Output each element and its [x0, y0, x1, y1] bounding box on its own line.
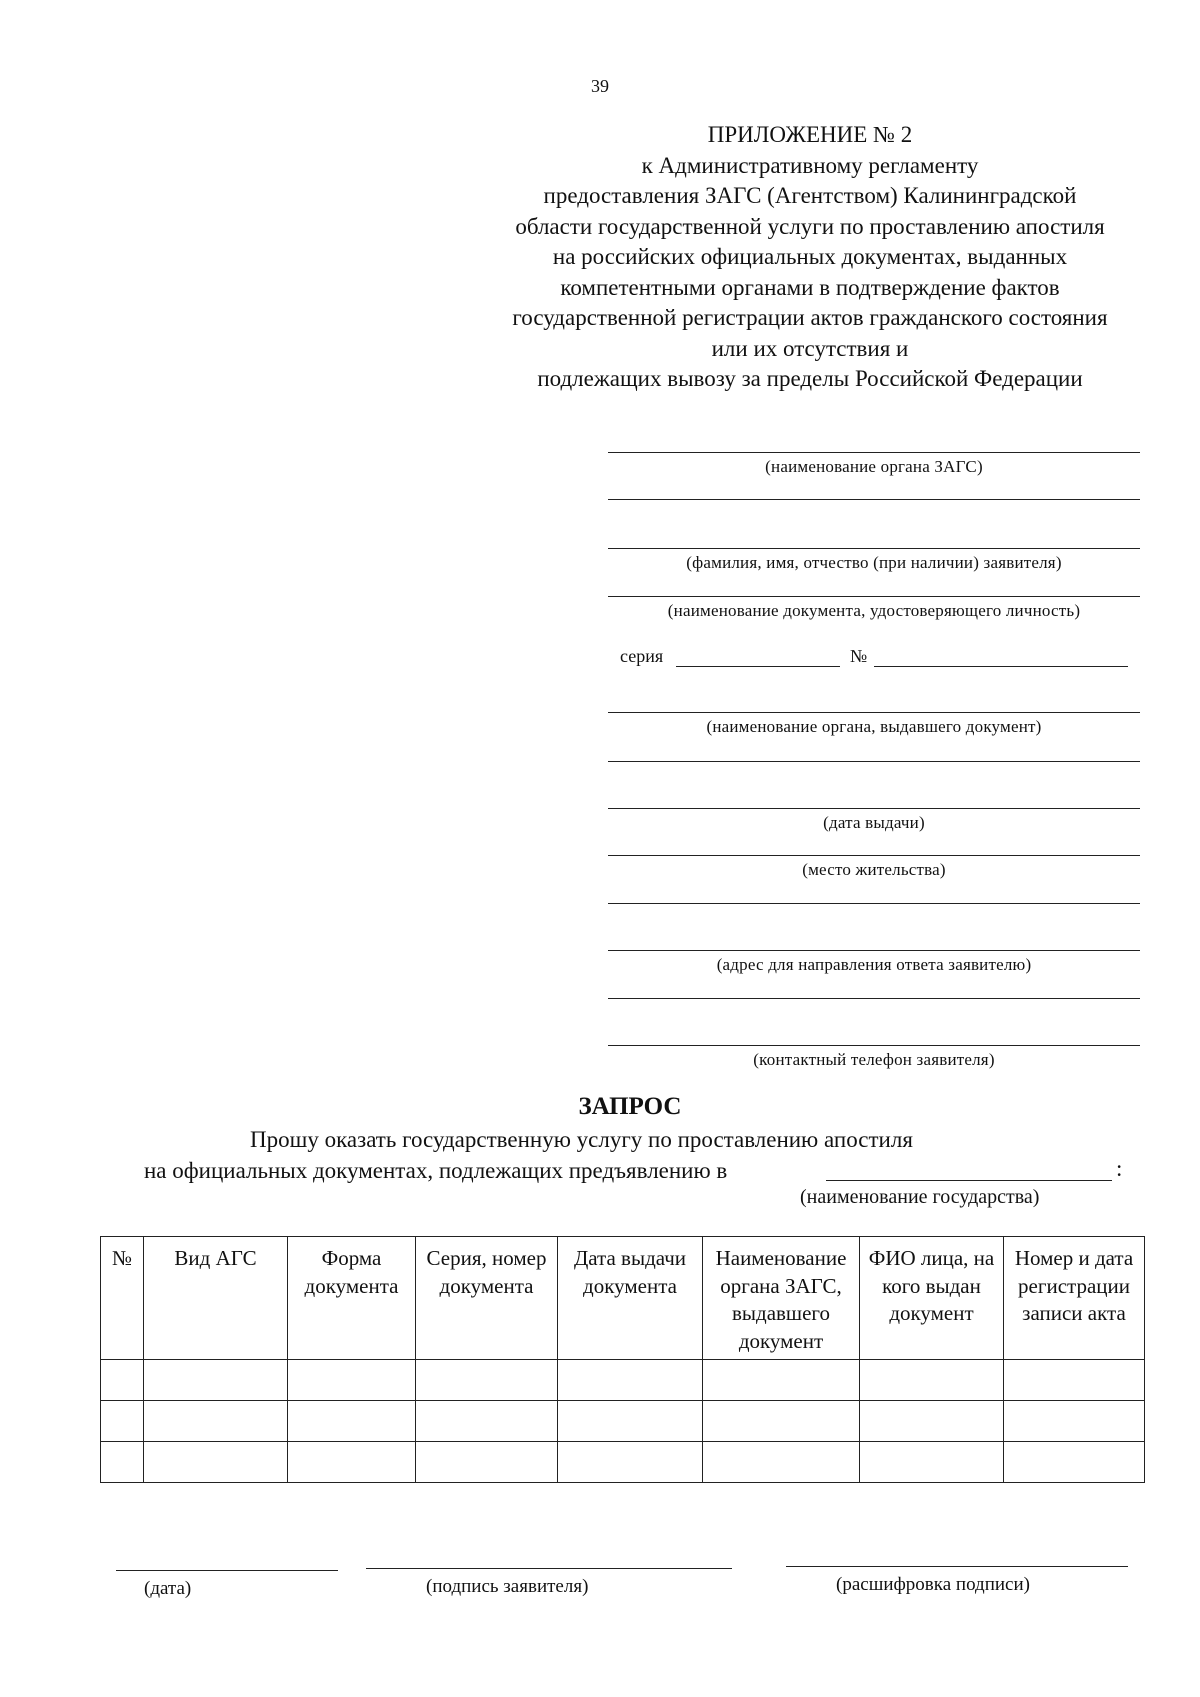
table-cell[interactable] — [703, 1360, 860, 1401]
date-field[interactable] — [116, 1570, 338, 1571]
table-cell[interactable] — [860, 1360, 1004, 1401]
table-cell[interactable] — [558, 1442, 703, 1483]
number-label: № — [850, 646, 868, 666]
column-header-issuing-zags: Наименование органа ЗАГС, выдавшего документ — [703, 1237, 860, 1360]
table-cell[interactable] — [144, 1442, 288, 1483]
state-name-field[interactable] — [826, 1180, 1112, 1181]
full-name-caption: (фамилия, имя, отчество (при наличии) заявителя) — [686, 553, 1062, 572]
request-title: ЗАПРОС — [578, 1093, 682, 1120]
appendix-header-line: области государственной услуги по проставлению апостиля — [515, 213, 1105, 239]
table-cell[interactable] — [703, 1401, 860, 1442]
table-cell[interactable] — [1004, 1442, 1145, 1483]
issuing-authority-field[interactable] — [608, 712, 1140, 713]
appendix-header-line: предоставления ЗАГС (Агентством) Калининградской — [543, 183, 1077, 208]
documents-table — [100, 1236, 1145, 1483]
table-cell[interactable] — [416, 1442, 558, 1483]
zags-name-field-continued[interactable] — [608, 499, 1140, 500]
issuing-authority-caption: (наименование органа, выдавшего документ) — [706, 717, 1042, 736]
signature-decoding-caption: (расшифровка подписи) — [836, 1574, 1030, 1595]
signature-caption: (подпись заявителя) — [426, 1576, 589, 1597]
date-caption: (дата) — [144, 1578, 192, 1599]
table-row — [101, 1442, 1145, 1483]
reply-address-field-continued[interactable] — [608, 998, 1140, 999]
appendix-title: ПРИЛОЖЕНИЕ № 2 — [707, 122, 913, 147]
table-cell[interactable] — [288, 1360, 416, 1401]
zags-name-field[interactable] — [608, 452, 1140, 453]
series-field[interactable] — [676, 666, 840, 667]
residence-caption: (место жительства) — [802, 860, 946, 879]
page-number: 39 — [591, 76, 609, 96]
column-header-series-number: Серия, номер документа — [416, 1237, 558, 1360]
table-cell[interactable] — [144, 1360, 288, 1401]
request-text-line-1: Прошу оказать государственную услугу по проставлению апостиля — [250, 1127, 913, 1152]
column-header-number: № — [101, 1237, 144, 1360]
column-header-record-number-date: Номер и дата регистрации записи акта — [1004, 1237, 1145, 1360]
zags-name-caption: (наименование органа ЗАГС) — [765, 457, 983, 476]
table-cell[interactable] — [144, 1401, 288, 1442]
issuing-authority-field-continued[interactable] — [608, 761, 1140, 762]
column-header-document-form: Форма документа — [288, 1237, 416, 1360]
request-text-line-2: на официальных документах, подлежащих предъявлению в — [144, 1158, 728, 1183]
appendix-header-line: на российских официальных документах, выданных — [552, 244, 1068, 269]
column-header-person-name: ФИО лица, на кого выдан документ — [860, 1237, 1004, 1360]
table-cell[interactable] — [416, 1401, 558, 1442]
table-cell[interactable] — [860, 1442, 1004, 1483]
reply-address-field[interactable] — [608, 950, 1140, 951]
appendix-header-line: к Административному регламенту — [641, 152, 979, 178]
table-cell[interactable] — [1004, 1401, 1145, 1442]
table-cell[interactable] — [416, 1360, 558, 1401]
phone-caption: (контактный телефон заявителя) — [753, 1050, 995, 1069]
column-header-act-type: Вид АГС — [144, 1237, 288, 1360]
table-cell[interactable] — [1004, 1360, 1145, 1401]
series-label: серия — [620, 646, 664, 666]
request-colon: : — [1116, 1156, 1123, 1181]
state-name-caption: (наименование государства) — [800, 1186, 1040, 1208]
table-row — [101, 1401, 1145, 1442]
number-field[interactable] — [874, 666, 1128, 667]
reply-address-caption: (адрес для направления ответа заявителю) — [716, 955, 1032, 974]
table-cell[interactable] — [558, 1401, 703, 1442]
table-cell[interactable] — [101, 1401, 144, 1442]
issue-date-caption: (дата выдачи) — [823, 813, 925, 832]
appendix-header-line: или их отсутствия и — [711, 335, 909, 361]
phone-field[interactable] — [608, 1045, 1140, 1046]
table-header-row — [101, 1237, 1145, 1360]
column-header-issue-date: Дата выдачи документа — [558, 1237, 703, 1360]
table-cell[interactable] — [288, 1442, 416, 1483]
signature-decoding-field[interactable] — [786, 1566, 1128, 1567]
issue-date-field[interactable] — [608, 808, 1140, 809]
table-cell[interactable] — [101, 1360, 144, 1401]
full-name-field[interactable] — [608, 548, 1140, 549]
table-cell[interactable] — [558, 1360, 703, 1401]
id-document-caption: (наименование документа, удостоверяющего личность) — [667, 601, 1081, 620]
table-row — [101, 1360, 1145, 1401]
appendix-header-line: государственной регистрации актов гражданского состояния — [512, 305, 1108, 330]
appendix-header-line: подлежащих вывозу за пределы Российской Федерации — [537, 366, 1083, 391]
table-cell[interactable] — [703, 1442, 860, 1483]
appendix-header-line: компетентными органами в подтверждение фактов — [560, 274, 1060, 300]
residence-field-continued[interactable] — [608, 903, 1140, 904]
signature-field[interactable] — [366, 1568, 732, 1569]
id-document-field[interactable] — [608, 596, 1140, 597]
residence-field[interactable] — [608, 855, 1140, 856]
table-cell[interactable] — [860, 1401, 1004, 1442]
table-cell[interactable] — [288, 1401, 416, 1442]
table-cell[interactable] — [101, 1442, 144, 1483]
appendix-header — [440, 120, 1180, 395]
